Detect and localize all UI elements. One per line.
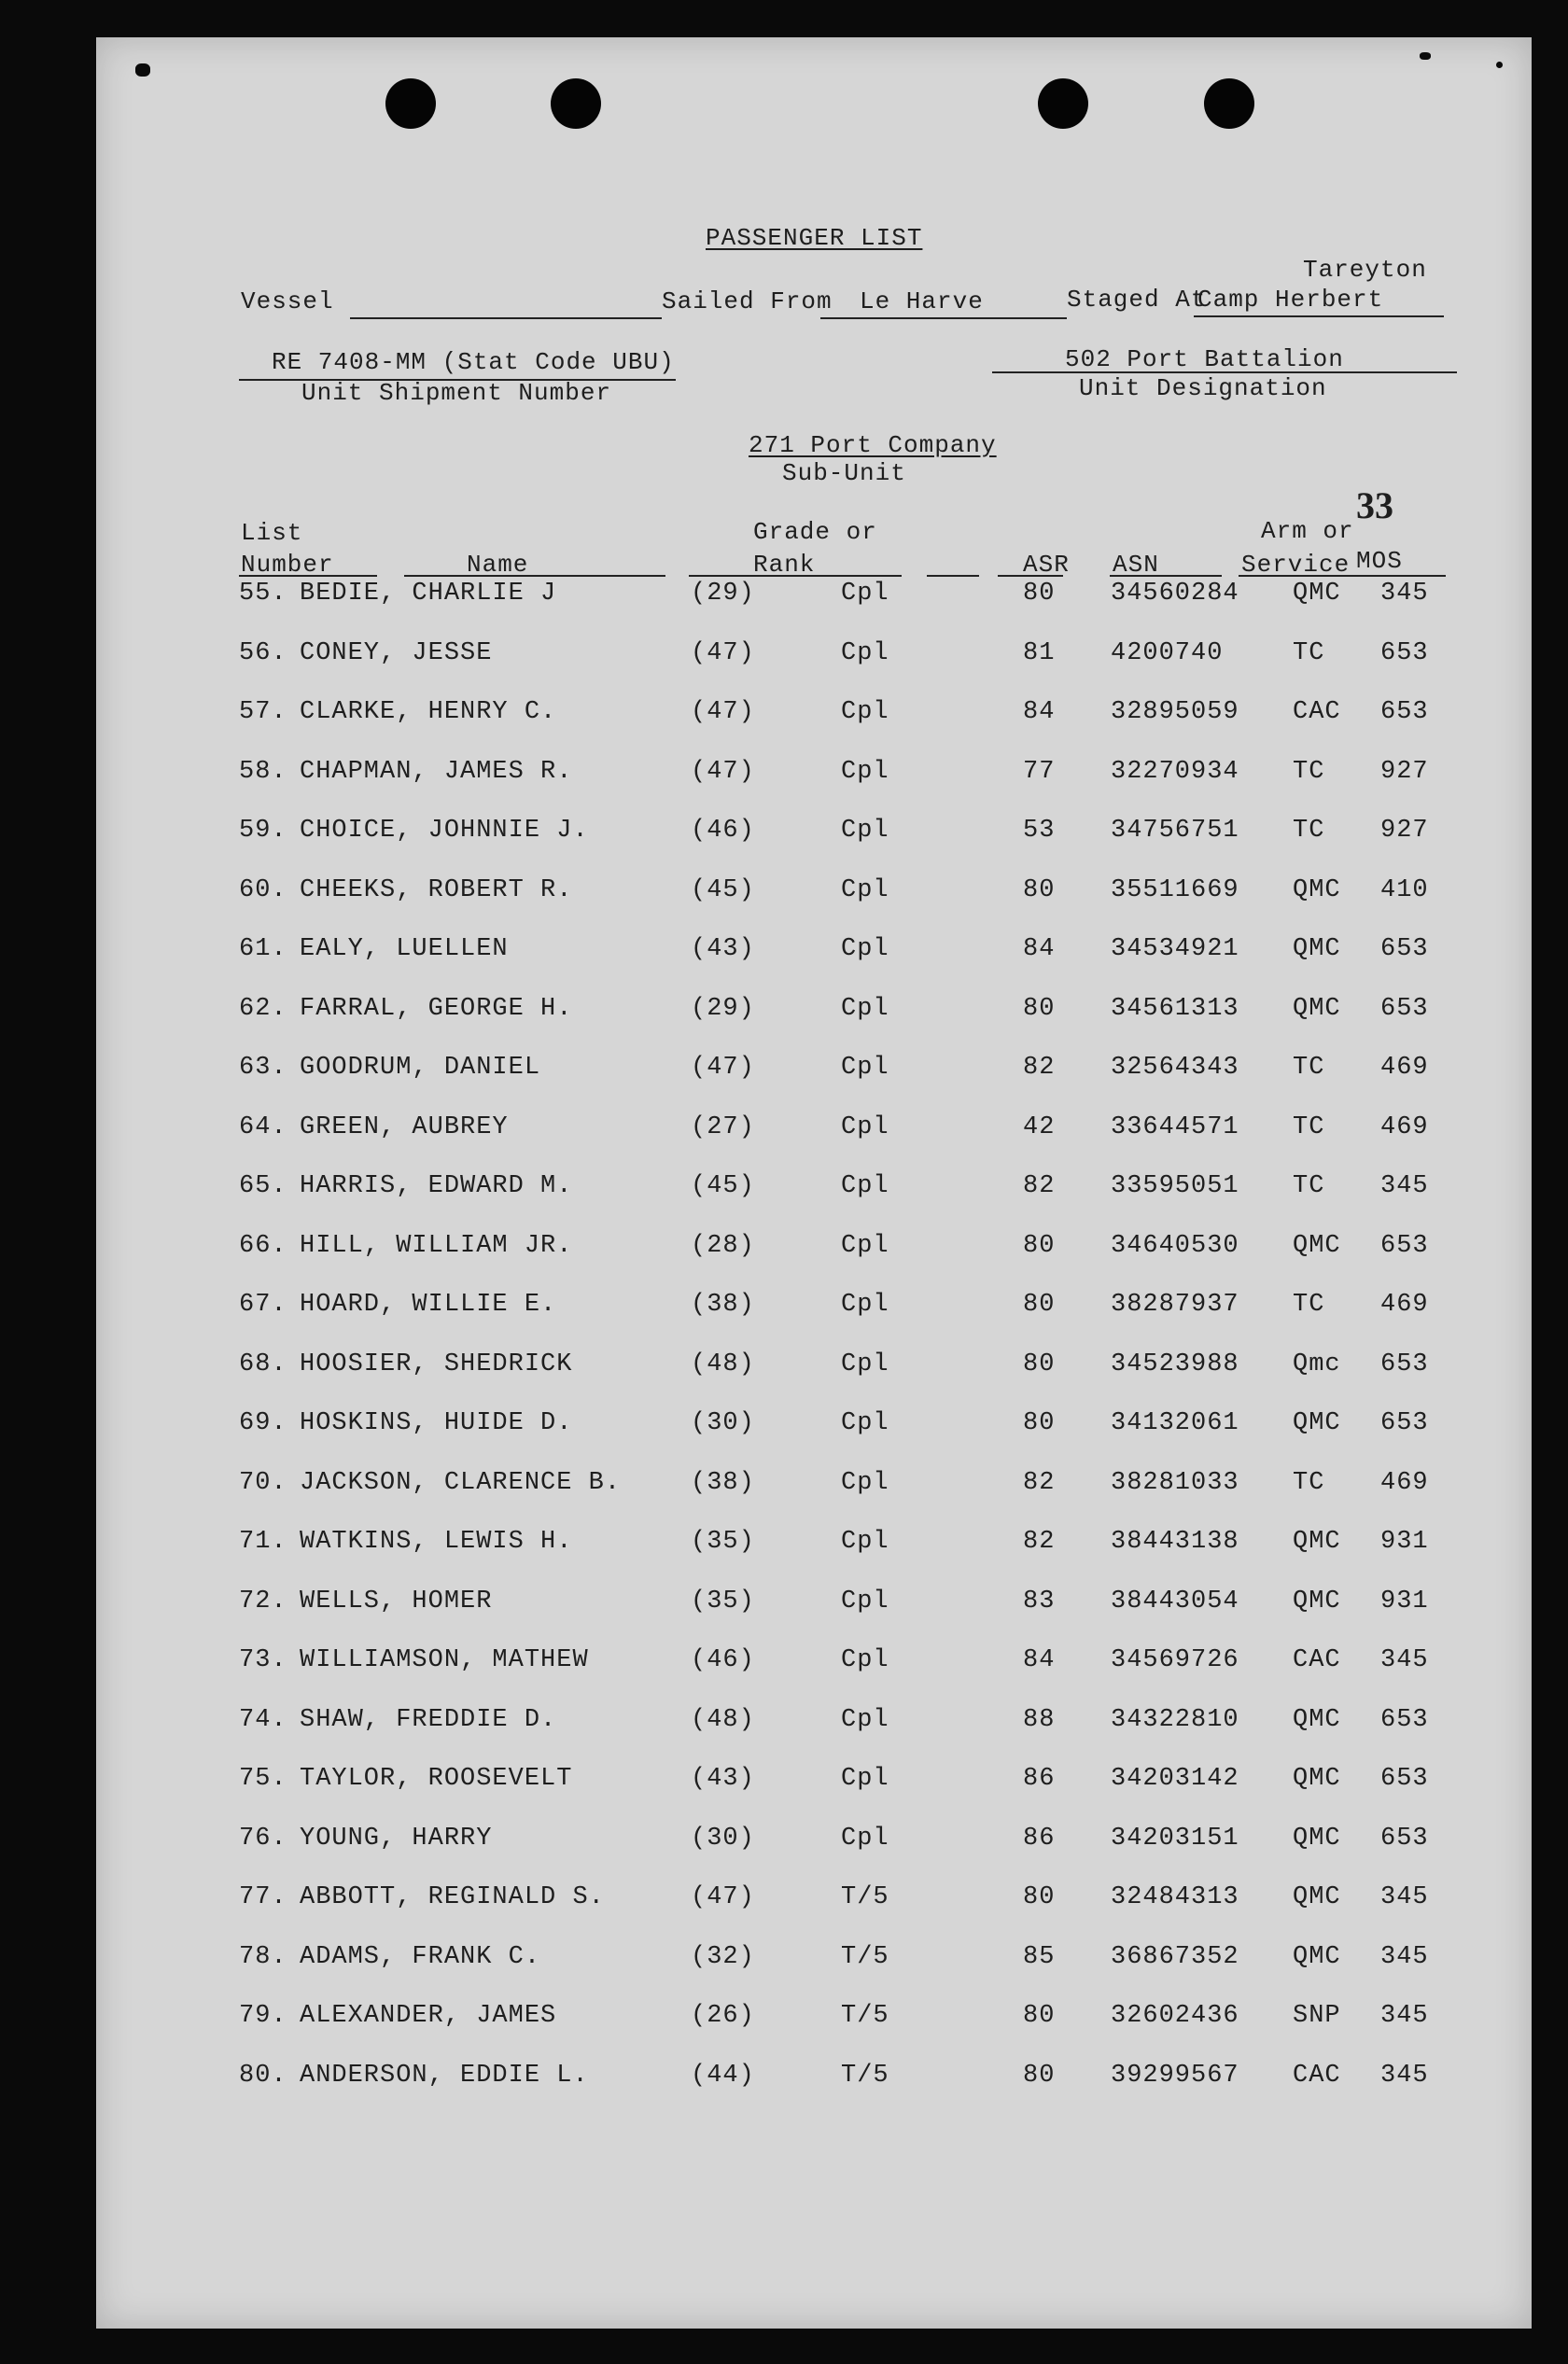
passenger-name: ANDERSON, EDDIE L. [300,2061,589,2090]
rank: Cpl [841,1765,889,1793]
arm-service: TC [1293,817,1325,845]
arm-service: CAC [1293,698,1341,726]
mos-code: 653 [1380,994,1429,1023]
header-rule [404,575,665,577]
table-row [96,1765,1532,1802]
grade-code: (30) [691,1824,755,1853]
unit-designation-label: Unit Designation [1079,374,1327,402]
passenger-name: GREEN, AUBREY [300,1112,509,1141]
asr-score: 80 [1023,1231,1056,1260]
table-row [96,1232,1532,1269]
rank: Cpl [841,580,889,608]
table-row [96,1409,1532,1447]
table-row [96,1706,1532,1743]
table-row [96,2002,1532,2039]
list-number: 73. [239,1646,287,1674]
rank: Cpl [841,817,889,845]
asn-number: 34523988 [1111,1350,1239,1378]
asr-score: 80 [1023,580,1056,608]
passenger-name: ABBOTT, REGINALD S. [300,1883,605,1911]
grade-code: (44) [691,2061,755,2090]
asn-number: 33644571 [1111,1112,1239,1141]
rank: Cpl [841,1705,889,1734]
passenger-name: WATKINS, LEWIS H. [300,1528,573,1556]
mos-code: 345 [1380,2061,1429,2090]
arm-service: SNP [1293,2002,1341,2030]
list-number: 68. [239,1350,287,1378]
rank: T/5 [841,1942,889,1971]
asr-score: 85 [1023,1942,1056,1971]
mos-code: 653 [1380,1705,1429,1734]
col-name: Name [467,551,529,579]
asr-score: 81 [1023,638,1056,667]
arm-service: QMC [1293,1528,1341,1556]
table-row [96,1588,1532,1625]
ink-speck [135,63,150,77]
arm-service: QMC [1293,1883,1341,1911]
header-rule [1239,575,1446,577]
passenger-name: WILLIAMSON, MATHEW [300,1646,589,1674]
col-asr: ASR [1023,551,1070,579]
list-number: 58. [239,757,287,786]
asr-score: 86 [1023,1765,1056,1793]
list-number: 80. [239,2061,287,2090]
list-number: 63. [239,1054,287,1082]
rank: T/5 [841,1883,889,1911]
asr-score: 80 [1023,2061,1056,2090]
vessel-label: Vessel [241,287,334,315]
grade-code: (43) [691,935,755,963]
asr-score: 80 [1023,1291,1056,1319]
list-number: 71. [239,1528,287,1556]
list-number: 56. [239,638,287,667]
list-number: 60. [239,875,287,904]
unit-designation: 502 Port Battalion [1065,345,1344,373]
table-row [96,758,1532,795]
list-number: 66. [239,1231,287,1260]
arm-service: QMC [1293,1705,1341,1734]
asn-number: 38287937 [1111,1291,1239,1319]
mos-code: 927 [1380,817,1429,845]
asn-number: 39299567 [1111,2061,1239,2090]
arm-service: TC [1293,1172,1325,1200]
mos-code: 345 [1380,1646,1429,1674]
mos-code: 653 [1380,1765,1429,1793]
grade-code: (43) [691,1765,755,1793]
table-row [96,1113,1532,1151]
col-asn: ASN [1113,551,1159,579]
col-grade-1: Grade or [753,518,877,546]
list-number: 78. [239,1942,287,1971]
list-number: 62. [239,994,287,1023]
passenger-name: HOOSIER, SHEDRICK [300,1350,573,1378]
passenger-name: EALY, LUELLEN [300,935,509,963]
sailed-from-label: Sailed From [662,287,833,315]
table-row [96,995,1532,1032]
punch-hole [385,78,436,129]
grade-code: (47) [691,698,755,726]
grade-code: (27) [691,1112,755,1141]
passenger-name: HARRIS, EDWARD M. [300,1172,573,1200]
grade-code: (28) [691,1231,755,1260]
asr-score: 88 [1023,1705,1056,1734]
grade-code: (47) [691,1883,755,1911]
table-row [96,1469,1532,1506]
asn-number: 34203142 [1111,1765,1239,1793]
list-number: 69. [239,1409,287,1437]
mos-code: 345 [1380,2002,1429,2030]
asn-number: 4200740 [1111,638,1224,667]
passenger-name: CHEEKS, ROBERT R. [300,875,573,904]
staged-at-line [1194,315,1444,317]
list-number: 55. [239,580,287,608]
header-rule [689,575,902,577]
rank: Cpl [841,1528,889,1556]
passenger-name: SHAW, FREDDIE D. [300,1705,557,1734]
rank: Cpl [841,935,889,963]
asr-score: 83 [1023,1587,1056,1616]
arm-service: QMC [1293,1231,1341,1260]
arm-service: CAC [1293,2061,1341,2090]
mos-code: 653 [1380,1824,1429,1853]
list-number: 74. [239,1705,287,1734]
list-number: 72. [239,1587,287,1616]
asn-number: 34203151 [1111,1824,1239,1853]
unit-shipment-number: RE 7408-MM (Stat Code UBU) [272,348,675,376]
table-row [96,1825,1532,1862]
list-number: 77. [239,1883,287,1911]
arm-service: QMC [1293,935,1341,963]
grade-code: (26) [691,2002,755,2030]
mos-code: 469 [1380,1054,1429,1082]
asn-number: 34561313 [1111,994,1239,1023]
mos-code: 927 [1380,757,1429,786]
unit-shipment-label: Unit Shipment Number [301,379,612,407]
grade-code: (29) [691,994,755,1023]
table-row [96,1883,1532,1921]
asr-score: 82 [1023,1468,1056,1497]
list-number: 70. [239,1468,287,1497]
mos-code: 931 [1380,1587,1429,1616]
mos-code: 653 [1380,935,1429,963]
col-grade-2: Rank [753,551,816,579]
grade-code: (35) [691,1587,755,1616]
asn-number: 34132061 [1111,1409,1239,1437]
passenger-name: WELLS, HOMER [300,1587,493,1616]
arm-service: TC [1293,1291,1325,1319]
arm-service: TC [1293,1468,1325,1497]
sailed-from-value: Le Harve [860,287,984,315]
mos-code: 469 [1380,1468,1429,1497]
passenger-name: BEDIE, CHARLIE J [300,580,557,608]
asn-number: 35511669 [1111,875,1239,904]
passenger-name: CONEY, JESSE [300,638,493,667]
staged-at-label: Staged At [1067,286,1207,314]
table-row [96,698,1532,735]
passenger-name: HOARD, WILLIE E. [300,1291,557,1319]
rank: Cpl [841,1646,889,1674]
arm-service: QMC [1293,994,1341,1023]
arm-service: CAC [1293,1646,1341,1674]
asn-number: 36867352 [1111,1942,1239,1971]
grade-code: (46) [691,1646,755,1674]
document-page [96,37,1532,2329]
rank: Cpl [841,698,889,726]
passenger-name: HOSKINS, HUIDE D. [300,1409,573,1437]
asr-score: 80 [1023,994,1056,1023]
rank: Cpl [841,1291,889,1319]
rank: Cpl [841,1350,889,1378]
list-number: 61. [239,935,287,963]
grade-code: (35) [691,1528,755,1556]
rank: Cpl [841,994,889,1023]
col-list-number-2: Number [241,551,334,579]
grade-code: (47) [691,757,755,786]
punch-hole [551,78,601,129]
mos-code: 653 [1380,638,1429,667]
asn-number: 32602436 [1111,2002,1239,2030]
grade-code: (29) [691,580,755,608]
passenger-name: CHAPMAN, JAMES R. [300,757,573,786]
asr-score: 84 [1023,698,1056,726]
grade-code: (46) [691,817,755,845]
mos-code: 345 [1380,580,1429,608]
mos-code: 653 [1380,1409,1429,1437]
asr-score: 84 [1023,935,1056,963]
asn-number: 34640530 [1111,1231,1239,1260]
list-number: 65. [239,1172,287,1200]
table-row [96,1528,1532,1565]
page-number: 33 [1356,484,1393,526]
col-arm-2: Service [1241,551,1351,579]
asn-number: 34569726 [1111,1646,1239,1674]
asn-number: 32895059 [1111,698,1239,726]
staged-at-value: Camp Herbert [1197,286,1384,314]
table-row [96,639,1532,677]
arm-service: QMC [1293,875,1341,904]
grade-code: (47) [691,638,755,667]
ink-speck [1420,52,1431,60]
table-row [96,580,1532,617]
rank: Cpl [841,1172,889,1200]
arm-service: TC [1293,757,1325,786]
mos-code: 653 [1380,1350,1429,1378]
asn-number: 38443138 [1111,1528,1239,1556]
arm-service: Qmc [1293,1350,1341,1378]
grade-code: (45) [691,875,755,904]
asn-number: 33595051 [1111,1172,1239,1200]
asr-score: 80 [1023,1350,1056,1378]
mos-code: 345 [1380,1942,1429,1971]
header-rule [239,575,377,577]
rank: Cpl [841,1587,889,1616]
rank: Cpl [841,1468,889,1497]
arm-service: TC [1293,1054,1325,1082]
asn-number: 34560284 [1111,580,1239,608]
rank: Cpl [841,1231,889,1260]
rank: Cpl [841,1054,889,1082]
arm-service: QMC [1293,1942,1341,1971]
mos-code: 469 [1380,1112,1429,1141]
ink-speck [1496,62,1503,68]
asr-score: 80 [1023,1883,1056,1911]
arm-service: TC [1293,1112,1325,1141]
asr-score: 82 [1023,1528,1056,1556]
col-list-number-1: List [241,519,303,547]
asn-number: 34534921 [1111,935,1239,963]
list-number: 67. [239,1291,287,1319]
sub-unit: 271 Port Company [749,431,997,459]
asn-number: 32484313 [1111,1883,1239,1911]
asr-score: 53 [1023,817,1056,845]
passenger-name: YOUNG, HARRY [300,1824,493,1853]
asr-score: 80 [1023,1409,1056,1437]
asr-score: 77 [1023,757,1056,786]
asr-score: 42 [1023,1112,1056,1141]
asr-score: 84 [1023,1646,1056,1674]
table-row [96,1054,1532,1091]
punch-hole [1038,78,1088,129]
asn-number: 34322810 [1111,1705,1239,1734]
table-row [96,2062,1532,2099]
passenger-name: CHOICE, JOHNNIE J. [300,817,589,845]
header-rule [927,575,979,577]
table-row [96,1943,1532,1980]
passenger-name: HILL, WILLIAM JR. [300,1231,573,1260]
passenger-name: JACKSON, CLARENCE B. [300,1468,622,1497]
asn-number: 32270934 [1111,757,1239,786]
list-number: 57. [239,698,287,726]
mos-code: 931 [1380,1528,1429,1556]
rank: Cpl [841,1112,889,1141]
mos-code: 345 [1380,1883,1429,1911]
rank: T/5 [841,2002,889,2030]
sub-unit-label: Sub-Unit [782,459,906,487]
grade-code: (38) [691,1291,755,1319]
table-row [96,1350,1532,1388]
grade-code: (47) [691,1054,755,1082]
vessel-line [350,317,662,319]
rank: Cpl [841,1824,889,1853]
rank: Cpl [841,757,889,786]
table-row [96,876,1532,914]
list-number: 59. [239,817,287,845]
passenger-name: TAYLOR, ROOSEVELT [300,1765,573,1793]
rank: Cpl [841,1409,889,1437]
punch-hole [1204,78,1254,129]
rank: Cpl [841,638,889,667]
passenger-name: ALEXANDER, JAMES [300,2002,557,2030]
arm-service: QMC [1293,1765,1341,1793]
passenger-name: GOODRUM, DANIEL [300,1054,541,1082]
grade-code: (30) [691,1409,755,1437]
arm-service: TC [1293,638,1325,667]
header-rule [1110,575,1222,577]
unit-designation-line [992,371,1457,373]
list-number: 75. [239,1765,287,1793]
passenger-name: CLARKE, HENRY C. [300,698,557,726]
col-arm-1: Arm or [1261,517,1354,545]
mos-code: 345 [1380,1172,1429,1200]
table-row [96,817,1532,854]
grade-code: (48) [691,1705,755,1734]
arm-service: QMC [1293,1587,1341,1616]
asn-number: 34756751 [1111,817,1239,845]
rank: Cpl [841,875,889,904]
list-number: 64. [239,1112,287,1141]
asn-number: 38281033 [1111,1468,1239,1497]
asr-score: 80 [1023,875,1056,904]
passenger-name: FARRAL, GEORGE H. [300,994,573,1023]
asr-score: 86 [1023,1824,1056,1853]
mos-code: 653 [1380,1231,1429,1260]
table-row [96,1646,1532,1684]
passenger-name: ADAMS, FRANK C. [300,1942,541,1971]
asr-score: 80 [1023,2002,1056,2030]
arm-service: QMC [1293,580,1341,608]
list-number: 76. [239,1824,287,1853]
arm-service: QMC [1293,1824,1341,1853]
col-mos: MOS [1356,547,1403,575]
grade-code: (32) [691,1942,755,1971]
table-row [96,1172,1532,1210]
sailed-from-line [820,317,1067,319]
table-row [96,1291,1532,1328]
document-title: PASSENGER LIST [706,224,923,252]
asn-number: 38443054 [1111,1587,1239,1616]
tareyton-label: Tareyton [1303,256,1427,284]
arm-service: QMC [1293,1409,1341,1437]
grade-code: (38) [691,1468,755,1497]
mos-code: 469 [1380,1291,1429,1319]
asn-number: 32564343 [1111,1054,1239,1082]
rank: T/5 [841,2061,889,2090]
asr-score: 82 [1023,1054,1056,1082]
table-row [96,935,1532,972]
grade-code: (48) [691,1350,755,1378]
grade-code: (45) [691,1172,755,1200]
mos-code: 410 [1380,875,1429,904]
mos-code: 653 [1380,698,1429,726]
list-number: 79. [239,2002,287,2030]
asr-score: 82 [1023,1172,1056,1200]
header-rule [998,575,1063,577]
